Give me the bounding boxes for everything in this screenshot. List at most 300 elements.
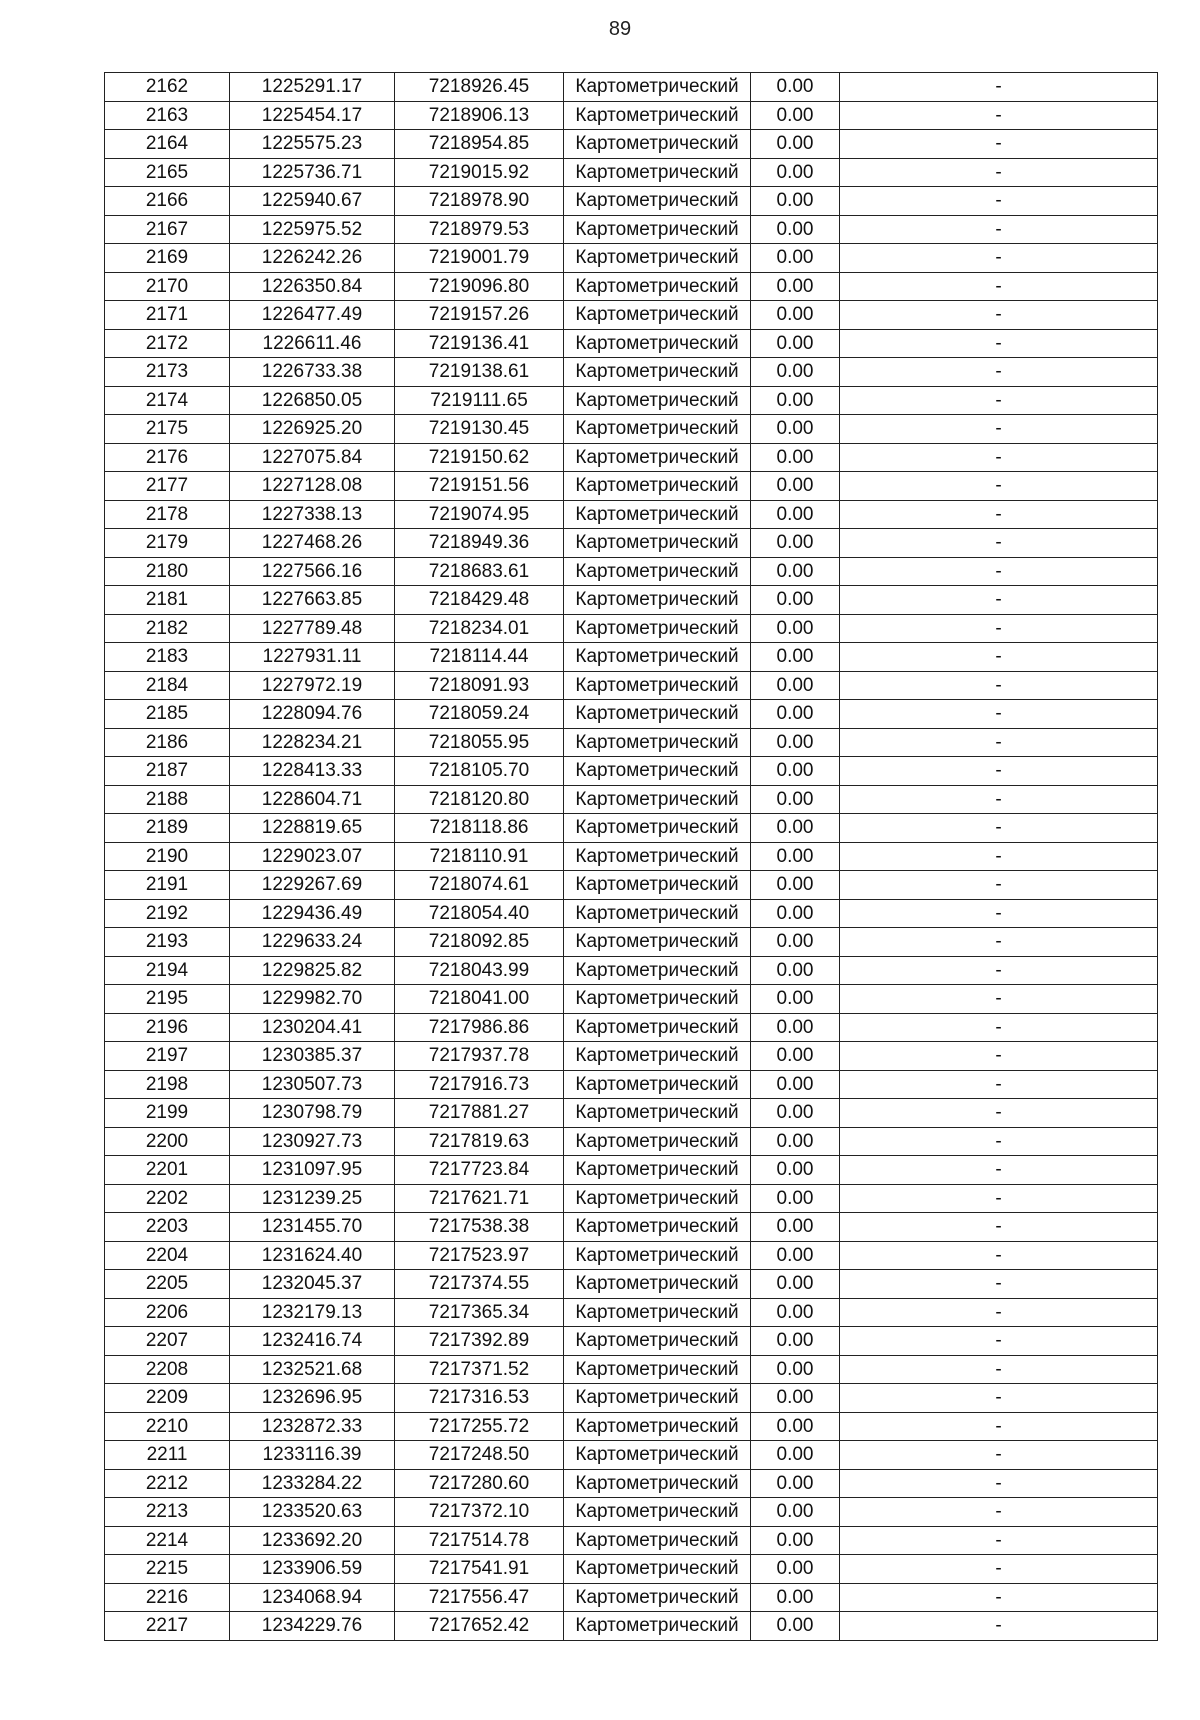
accuracy-cell: 0.00 [751, 329, 840, 358]
y-coordinate-cell: 7218091.93 [395, 671, 564, 700]
accuracy-cell: 0.00 [751, 158, 840, 187]
x-coordinate-cell: 1232045.37 [230, 1270, 395, 1299]
y-coordinate-cell: 7217723.84 [395, 1156, 564, 1185]
table-row [105, 1070, 1158, 1099]
method-cell: Картометрический [564, 1469, 751, 1498]
x-coordinate-cell: 1225975.52 [230, 215, 395, 244]
x-coordinate-cell: 1225454.17 [230, 101, 395, 130]
method-cell: Картометрический [564, 73, 751, 102]
description-cell: - [840, 871, 1158, 900]
accuracy-cell: 0.00 [751, 130, 840, 159]
description-cell: - [840, 899, 1158, 928]
method-cell: Картометрический [564, 1355, 751, 1384]
point-number-cell: 2209 [105, 1384, 230, 1413]
accuracy-cell: 0.00 [751, 1469, 840, 1498]
point-number-cell: 2205 [105, 1270, 230, 1299]
table-row [105, 301, 1158, 330]
method-cell: Картометрический [564, 1099, 751, 1128]
method-cell: Картометрический [564, 130, 751, 159]
point-number-cell: 2207 [105, 1327, 230, 1356]
x-coordinate-cell: 1231097.95 [230, 1156, 395, 1185]
method-cell: Картометрический [564, 985, 751, 1014]
accuracy-cell: 0.00 [751, 1127, 840, 1156]
table-row [105, 1127, 1158, 1156]
accuracy-cell: 0.00 [751, 415, 840, 444]
accuracy-cell: 0.00 [751, 1355, 840, 1384]
point-number-cell: 2179 [105, 529, 230, 558]
table-row [105, 757, 1158, 786]
table-row [105, 785, 1158, 814]
y-coordinate-cell: 7217248.50 [395, 1441, 564, 1470]
table-row [105, 643, 1158, 672]
method-cell: Картометрический [564, 472, 751, 501]
x-coordinate-cell: 1228234.21 [230, 728, 395, 757]
description-cell: - [840, 814, 1158, 843]
table-row [105, 1298, 1158, 1327]
table-row [105, 529, 1158, 558]
description-cell: - [840, 671, 1158, 700]
x-coordinate-cell: 1227338.13 [230, 500, 395, 529]
description-cell: - [840, 728, 1158, 757]
description-cell: - [840, 187, 1158, 216]
description-cell: - [840, 1498, 1158, 1527]
x-coordinate-cell: 1231624.40 [230, 1241, 395, 1270]
method-cell: Картометрический [564, 1127, 751, 1156]
point-number-cell: 2177 [105, 472, 230, 501]
point-number-cell: 2173 [105, 358, 230, 387]
table-row [105, 956, 1158, 985]
table-row [105, 386, 1158, 415]
point-number-cell: 2174 [105, 386, 230, 415]
x-coordinate-cell: 1229436.49 [230, 899, 395, 928]
method-cell: Картометрический [564, 244, 751, 273]
method-cell: Картометрический [564, 814, 751, 843]
accuracy-cell: 0.00 [751, 472, 840, 501]
accuracy-cell: 0.00 [751, 785, 840, 814]
table-row [105, 1270, 1158, 1299]
y-coordinate-cell: 7217986.86 [395, 1013, 564, 1042]
point-number-cell: 2217 [105, 1612, 230, 1641]
y-coordinate-cell: 7217374.55 [395, 1270, 564, 1299]
method-cell: Картометрический [564, 1013, 751, 1042]
method-cell: Картометрический [564, 272, 751, 301]
point-number-cell: 2189 [105, 814, 230, 843]
point-number-cell: 2188 [105, 785, 230, 814]
accuracy-cell: 0.00 [751, 643, 840, 672]
accuracy-cell: 0.00 [751, 1384, 840, 1413]
description-cell: - [840, 1298, 1158, 1327]
point-number-cell: 2196 [105, 1013, 230, 1042]
method-cell: Картометрический [564, 1498, 751, 1527]
x-coordinate-cell: 1226850.05 [230, 386, 395, 415]
description-cell: - [840, 1555, 1158, 1584]
table-row [105, 1612, 1158, 1641]
method-cell: Картометрический [564, 1156, 751, 1185]
page-number: 89 [608, 18, 632, 40]
description-cell: - [840, 842, 1158, 871]
description-cell: - [840, 1355, 1158, 1384]
method-cell: Картометрический [564, 728, 751, 757]
description-cell: - [840, 985, 1158, 1014]
description-cell: - [840, 1042, 1158, 1071]
description-cell: - [840, 1241, 1158, 1270]
table-row [105, 472, 1158, 501]
x-coordinate-cell: 1225736.71 [230, 158, 395, 187]
point-number-cell: 2212 [105, 1469, 230, 1498]
point-number-cell: 2192 [105, 899, 230, 928]
point-number-cell: 2198 [105, 1070, 230, 1099]
point-number-cell: 2213 [105, 1498, 230, 1527]
description-cell: - [840, 956, 1158, 985]
accuracy-cell: 0.00 [751, 1013, 840, 1042]
x-coordinate-cell: 1230507.73 [230, 1070, 395, 1099]
y-coordinate-cell: 7218105.70 [395, 757, 564, 786]
point-number-cell: 2183 [105, 643, 230, 672]
method-cell: Картометрический [564, 586, 751, 615]
x-coordinate-cell: 1227075.84 [230, 443, 395, 472]
table-row [105, 329, 1158, 358]
accuracy-cell: 0.00 [751, 358, 840, 387]
point-number-cell: 2186 [105, 728, 230, 757]
table-row [105, 586, 1158, 615]
y-coordinate-cell: 7217514.78 [395, 1526, 564, 1555]
table-row [105, 700, 1158, 729]
x-coordinate-cell: 1227566.16 [230, 557, 395, 586]
y-coordinate-cell: 7218114.44 [395, 643, 564, 672]
method-cell: Картометрический [564, 757, 751, 786]
x-coordinate-cell: 1230204.41 [230, 1013, 395, 1042]
point-number-cell: 2210 [105, 1412, 230, 1441]
x-coordinate-cell: 1232179.13 [230, 1298, 395, 1327]
table-row [105, 1583, 1158, 1612]
x-coordinate-cell: 1227931.11 [230, 643, 395, 672]
accuracy-cell: 0.00 [751, 187, 840, 216]
x-coordinate-cell: 1229633.24 [230, 928, 395, 957]
table-row [105, 1498, 1158, 1527]
method-cell: Картометрический [564, 1441, 751, 1470]
table-row [105, 842, 1158, 871]
point-number-cell: 2164 [105, 130, 230, 159]
method-cell: Картометрический [564, 358, 751, 387]
accuracy-cell: 0.00 [751, 1526, 840, 1555]
y-coordinate-cell: 7217371.52 [395, 1355, 564, 1384]
y-coordinate-cell: 7218092.85 [395, 928, 564, 957]
x-coordinate-cell: 1233692.20 [230, 1526, 395, 1555]
method-cell: Картометрический [564, 928, 751, 957]
accuracy-cell: 0.00 [751, 1441, 840, 1470]
accuracy-cell: 0.00 [751, 1099, 840, 1128]
x-coordinate-cell: 1229023.07 [230, 842, 395, 871]
accuracy-cell: 0.00 [751, 871, 840, 900]
description-cell: - [840, 443, 1158, 472]
x-coordinate-cell: 1228604.71 [230, 785, 395, 814]
accuracy-cell: 0.00 [751, 757, 840, 786]
table-row [105, 1555, 1158, 1584]
point-number-cell: 2200 [105, 1127, 230, 1156]
description-cell: - [840, 1327, 1158, 1356]
method-cell: Картометрический [564, 215, 751, 244]
accuracy-cell: 0.00 [751, 73, 840, 102]
method-cell: Картометрический [564, 1298, 751, 1327]
description-cell: - [840, 130, 1158, 159]
accuracy-cell: 0.00 [751, 842, 840, 871]
method-cell: Картометрический [564, 386, 751, 415]
x-coordinate-cell: 1227468.26 [230, 529, 395, 558]
method-cell: Картометрический [564, 187, 751, 216]
y-coordinate-cell: 7218120.80 [395, 785, 564, 814]
y-coordinate-cell: 7217819.63 [395, 1127, 564, 1156]
accuracy-cell: 0.00 [751, 614, 840, 643]
accuracy-cell: 0.00 [751, 443, 840, 472]
table-row [105, 415, 1158, 444]
point-number-cell: 2165 [105, 158, 230, 187]
y-coordinate-cell: 7219096.80 [395, 272, 564, 301]
method-cell: Картометрический [564, 1555, 751, 1584]
y-coordinate-cell: 7218043.99 [395, 956, 564, 985]
table-row [105, 73, 1158, 102]
accuracy-cell: 0.00 [751, 586, 840, 615]
y-coordinate-cell: 7217556.47 [395, 1583, 564, 1612]
x-coordinate-cell: 1226477.49 [230, 301, 395, 330]
description-cell: - [840, 614, 1158, 643]
y-coordinate-cell: 7218074.61 [395, 871, 564, 900]
x-coordinate-cell: 1227789.48 [230, 614, 395, 643]
accuracy-cell: 0.00 [751, 557, 840, 586]
accuracy-cell: 0.00 [751, 529, 840, 558]
y-coordinate-cell: 7219136.41 [395, 329, 564, 358]
table-row [105, 814, 1158, 843]
point-number-cell: 2191 [105, 871, 230, 900]
description-cell: - [840, 1412, 1158, 1441]
description-cell: - [840, 415, 1158, 444]
table-row [105, 1156, 1158, 1185]
description-cell: - [840, 529, 1158, 558]
x-coordinate-cell: 1229267.69 [230, 871, 395, 900]
accuracy-cell: 0.00 [751, 1241, 840, 1270]
point-number-cell: 2172 [105, 329, 230, 358]
table-row [105, 1384, 1158, 1413]
point-number-cell: 2203 [105, 1213, 230, 1242]
coordinates-table-container [104, 72, 1158, 1641]
x-coordinate-cell: 1234068.94 [230, 1583, 395, 1612]
y-coordinate-cell: 7217541.91 [395, 1555, 564, 1584]
method-cell: Картометрический [564, 1213, 751, 1242]
method-cell: Картометрический [564, 1583, 751, 1612]
point-number-cell: 2206 [105, 1298, 230, 1327]
table-row [105, 1042, 1158, 1071]
description-cell: - [840, 557, 1158, 586]
y-coordinate-cell: 7219157.26 [395, 301, 564, 330]
accuracy-cell: 0.00 [751, 899, 840, 928]
description-cell: - [840, 1070, 1158, 1099]
method-cell: Картометрический [564, 1070, 751, 1099]
method-cell: Картометрический [564, 871, 751, 900]
description-cell: - [840, 1441, 1158, 1470]
accuracy-cell: 0.00 [751, 671, 840, 700]
accuracy-cell: 0.00 [751, 1298, 840, 1327]
point-number-cell: 2167 [105, 215, 230, 244]
y-coordinate-cell: 7219151.56 [395, 472, 564, 501]
accuracy-cell: 0.00 [751, 1412, 840, 1441]
point-number-cell: 2201 [105, 1156, 230, 1185]
accuracy-cell: 0.00 [751, 1498, 840, 1527]
x-coordinate-cell: 1230385.37 [230, 1042, 395, 1071]
point-number-cell: 2184 [105, 671, 230, 700]
point-number-cell: 2185 [105, 700, 230, 729]
accuracy-cell: 0.00 [751, 928, 840, 957]
accuracy-cell: 0.00 [751, 244, 840, 273]
table-row [105, 1526, 1158, 1555]
x-coordinate-cell: 1233284.22 [230, 1469, 395, 1498]
y-coordinate-cell: 7218110.91 [395, 842, 564, 871]
accuracy-cell: 0.00 [751, 272, 840, 301]
x-coordinate-cell: 1228413.33 [230, 757, 395, 786]
point-number-cell: 2182 [105, 614, 230, 643]
method-cell: Картометрический [564, 1042, 751, 1071]
description-cell: - [840, 1469, 1158, 1498]
accuracy-cell: 0.00 [751, 700, 840, 729]
table-row [105, 443, 1158, 472]
table-row [105, 1441, 1158, 1470]
method-cell: Картометрический [564, 443, 751, 472]
method-cell: Картометрический [564, 842, 751, 871]
accuracy-cell: 0.00 [751, 1070, 840, 1099]
accuracy-cell: 0.00 [751, 956, 840, 985]
description-cell: - [840, 700, 1158, 729]
accuracy-cell: 0.00 [751, 500, 840, 529]
y-coordinate-cell: 7218906.13 [395, 101, 564, 130]
table-row [105, 1412, 1158, 1441]
description-cell: - [840, 1526, 1158, 1555]
x-coordinate-cell: 1232521.68 [230, 1355, 395, 1384]
method-cell: Картометрический [564, 1184, 751, 1213]
table-row [105, 1013, 1158, 1042]
x-coordinate-cell: 1230927.73 [230, 1127, 395, 1156]
table-row [105, 187, 1158, 216]
description-cell: - [840, 215, 1158, 244]
y-coordinate-cell: 7217937.78 [395, 1042, 564, 1071]
point-number-cell: 2194 [105, 956, 230, 985]
y-coordinate-cell: 7217392.89 [395, 1327, 564, 1356]
point-number-cell: 2163 [105, 101, 230, 130]
method-cell: Картометрический [564, 329, 751, 358]
point-number-cell: 2195 [105, 985, 230, 1014]
description-cell: - [840, 1583, 1158, 1612]
y-coordinate-cell: 7219015.92 [395, 158, 564, 187]
x-coordinate-cell: 1225575.23 [230, 130, 395, 159]
table-row [105, 358, 1158, 387]
table-row [105, 928, 1158, 957]
point-number-cell: 2176 [105, 443, 230, 472]
method-cell: Картометрический [564, 1270, 751, 1299]
x-coordinate-cell: 1229982.70 [230, 985, 395, 1014]
x-coordinate-cell: 1226350.84 [230, 272, 395, 301]
point-number-cell: 2208 [105, 1355, 230, 1384]
y-coordinate-cell: 7218683.61 [395, 557, 564, 586]
table-row [105, 985, 1158, 1014]
point-number-cell: 2166 [105, 187, 230, 216]
y-coordinate-cell: 7218429.48 [395, 586, 564, 615]
x-coordinate-cell: 1226242.26 [230, 244, 395, 273]
accuracy-cell: 0.00 [751, 1327, 840, 1356]
table-row [105, 500, 1158, 529]
y-coordinate-cell: 7219150.62 [395, 443, 564, 472]
x-coordinate-cell: 1226733.38 [230, 358, 395, 387]
method-cell: Картометрический [564, 101, 751, 130]
description-cell: - [840, 101, 1158, 130]
point-number-cell: 2216 [105, 1583, 230, 1612]
method-cell: Картометрический [564, 500, 751, 529]
point-number-cell: 2211 [105, 1441, 230, 1470]
description-cell: - [840, 1127, 1158, 1156]
description-cell: - [840, 1384, 1158, 1413]
table-row [105, 244, 1158, 273]
y-coordinate-cell: 7217652.42 [395, 1612, 564, 1641]
x-coordinate-cell: 1233116.39 [230, 1441, 395, 1470]
description-cell: - [840, 1156, 1158, 1185]
table-row [105, 899, 1158, 928]
point-number-cell: 2171 [105, 301, 230, 330]
method-cell: Картометрический [564, 557, 751, 586]
x-coordinate-cell: 1232872.33 [230, 1412, 395, 1441]
description-cell: - [840, 358, 1158, 387]
accuracy-cell: 0.00 [751, 301, 840, 330]
x-coordinate-cell: 1228819.65 [230, 814, 395, 843]
point-number-cell: 2202 [105, 1184, 230, 1213]
point-number-cell: 2178 [105, 500, 230, 529]
x-coordinate-cell: 1231455.70 [230, 1213, 395, 1242]
x-coordinate-cell: 1228094.76 [230, 700, 395, 729]
table-row [105, 871, 1158, 900]
y-coordinate-cell: 7217316.53 [395, 1384, 564, 1413]
y-coordinate-cell: 7217916.73 [395, 1070, 564, 1099]
description-cell: - [840, 1612, 1158, 1641]
y-coordinate-cell: 7218954.85 [395, 130, 564, 159]
description-cell: - [840, 73, 1158, 102]
x-coordinate-cell: 1225940.67 [230, 187, 395, 216]
description-cell: - [840, 1184, 1158, 1213]
y-coordinate-cell: 7217881.27 [395, 1099, 564, 1128]
x-coordinate-cell: 1226925.20 [230, 415, 395, 444]
y-coordinate-cell: 7218979.53 [395, 215, 564, 244]
table-row [105, 1469, 1158, 1498]
accuracy-cell: 0.00 [751, 985, 840, 1014]
description-cell: - [840, 158, 1158, 187]
y-coordinate-cell: 7217621.71 [395, 1184, 564, 1213]
description-cell: - [840, 500, 1158, 529]
method-cell: Картометрический [564, 643, 751, 672]
point-number-cell: 2193 [105, 928, 230, 957]
y-coordinate-cell: 7218041.00 [395, 985, 564, 1014]
point-number-cell: 2199 [105, 1099, 230, 1128]
method-cell: Картометрический [564, 415, 751, 444]
y-coordinate-cell: 7219130.45 [395, 415, 564, 444]
description-cell: - [840, 928, 1158, 957]
x-coordinate-cell: 1226611.46 [230, 329, 395, 358]
y-coordinate-cell: 7218118.86 [395, 814, 564, 843]
point-number-cell: 2180 [105, 557, 230, 586]
y-coordinate-cell: 7217372.10 [395, 1498, 564, 1527]
method-cell: Картометрический [564, 899, 751, 928]
point-number-cell: 2204 [105, 1241, 230, 1270]
point-number-cell: 2181 [105, 586, 230, 615]
accuracy-cell: 0.00 [751, 1555, 840, 1584]
method-cell: Картометрический [564, 614, 751, 643]
accuracy-cell: 0.00 [751, 1156, 840, 1185]
description-cell: - [840, 472, 1158, 501]
point-number-cell: 2169 [105, 244, 230, 273]
y-coordinate-cell: 7218949.36 [395, 529, 564, 558]
